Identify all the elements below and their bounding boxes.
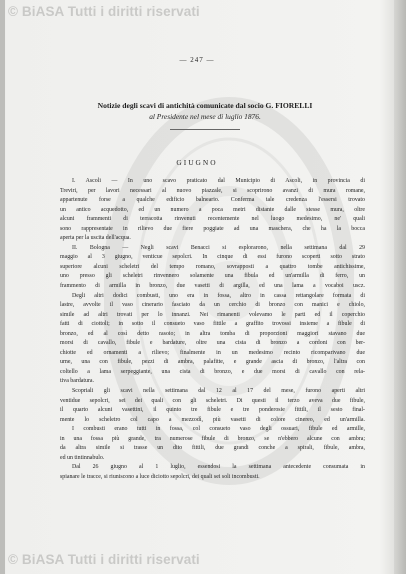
text-line: coltello a lama serpeggiante, una cista di bronzo, e due morsi di cavallo con rela- [60, 368, 365, 375]
text-line: I combusti erano tutti in fossa, col consueto vaso degli ossuari, fibule ed armille, [72, 426, 365, 433]
text-line: da altra simile si trasse un dito fittili, due grandi conche a spirali, fibule, ambra, [60, 445, 365, 452]
text-line: Dal 26 giugno al 1 luglio, essendosi la settimana antecedente consumata in [72, 464, 365, 471]
text-line: urne, una con fibule, pezzi di ambra, palafitte, e grande ascia di bronzo, l'altra con [60, 359, 365, 366]
text-line: lastre, avvolte il vaso cinerario fasciato da un cerchio di bronzo con manici e chiolo, [60, 302, 365, 309]
text-line: bronzo, ed al così detto rasoio; in altra tomba di proporzioni maggiori stavano due [60, 330, 365, 337]
text-line: un antico acquedotto, ed un numero a poca metri distante dalle stesse mura, oltre [60, 206, 365, 213]
text-line: ventidue sepolcri, sei dei quali con gli scheletri. Di questi il terzo aveva due fibule, [60, 397, 365, 404]
page-left-edge [0, 0, 5, 574]
copyright-watermark-bottom: © BiASA Tutti i diritti riservati [8, 552, 200, 567]
text-line: Treviri, per lavori necessari al nuovo piazzale, si scoprirono avanzi di mura romane, [60, 187, 365, 194]
text-line: mente lo scheletro col capo a mezzodì, più vasetti di colore cinereo, ed un'armilla. [60, 416, 365, 423]
article-subtitle: al Presidente nel mese di luglio 1876. [149, 112, 261, 121]
text-line: I. Ascoli — In uno scavo praticato dal Municipio di Ascoli, in provincia di [72, 178, 365, 184]
text-line: simile ad altri trovati per lo innanzi. Nei rimanenti volevamo le parti ed il coperchio [60, 311, 365, 318]
text-line: in una fossa più grande, tra numerose fibule di bronzo, se n'ebbero alcune con ambra; [60, 435, 365, 442]
article-body [60, 177, 365, 483]
text-line: Scopriali gli scavi nella settimana dal 12 al 17 del mese, furono aperti altri [72, 388, 365, 395]
page-right-edge [394, 0, 406, 574]
text-line: sono rappresentate in rilievo due fiere poggiate ad una maschera, che ha la bocca [60, 225, 365, 232]
title-divider [170, 129, 240, 130]
text-line: maggio al 3 giugno, venticue sepolcri. In cinque di essi furono scoperti sotto strato [60, 254, 365, 261]
text-line: fatti di ciottoli; in sotto il consueto vaso fittile a graffito trovossi insieme a fibule di [60, 321, 365, 328]
text-line: II. Bologna — Negli scavi Benacci si esplorarono, nella settimana dal 29 [72, 244, 365, 251]
copyright-watermark-top: © BiASA Tutti i diritti riservati [8, 4, 200, 19]
section-heading: GIUGNO [176, 158, 218, 167]
text-line: spianare le tracce, si riuniscono a luce diciotto sepolcri, dei quali sei soli incombusti. [60, 473, 260, 480]
article-title: Notizie degli scavi di antichità comunicate dal socio G. FIORELLI [97, 101, 313, 110]
text-line: frammento di armilla in bronzo, due vasetti di argilla, ed una lama a vocaboi uscz. [60, 283, 365, 290]
text-line: uno presso gli scheletri rinvennero solamente una fibula ed un'armilla di ferro, un [60, 273, 365, 280]
text-line: il quarto alcuni vasettini, il quinto tre fibule e tre ponderosie fittili, il sesto final- [60, 407, 365, 414]
text-line: Degli altri dodici combusti, uno era in fossa, altro in cassa rettangolare formata di [72, 292, 365, 299]
page-number: — 247 — [179, 56, 215, 64]
text-line: aperta per la uscita dell'acqua. [60, 235, 131, 242]
text-line: appartenute forse a qualche edificio balneario. Conferma tale credenza l'essersi trovato [60, 197, 365, 204]
text-line: ed un tintinnabulo. [60, 454, 105, 461]
text-line: alcuni frammenti di terracotta rinvenuti recentemente nel luogo medesimo, ne' quali [60, 216, 365, 223]
text-line: superiore alcuni scheletri del tempo romano, sovrapposti a quattro tombe antichissime, [60, 263, 365, 270]
text-line: chiotte ed ornamenti a rilievo; finalmente in un medesimo recinto ricomparivano due [60, 349, 365, 356]
text-line: morsi di cavallo, fibule e bardature, oltre una cista di bronzo a cordoni con ber- [60, 340, 365, 347]
text-line: tiva bardatura. [60, 378, 95, 385]
